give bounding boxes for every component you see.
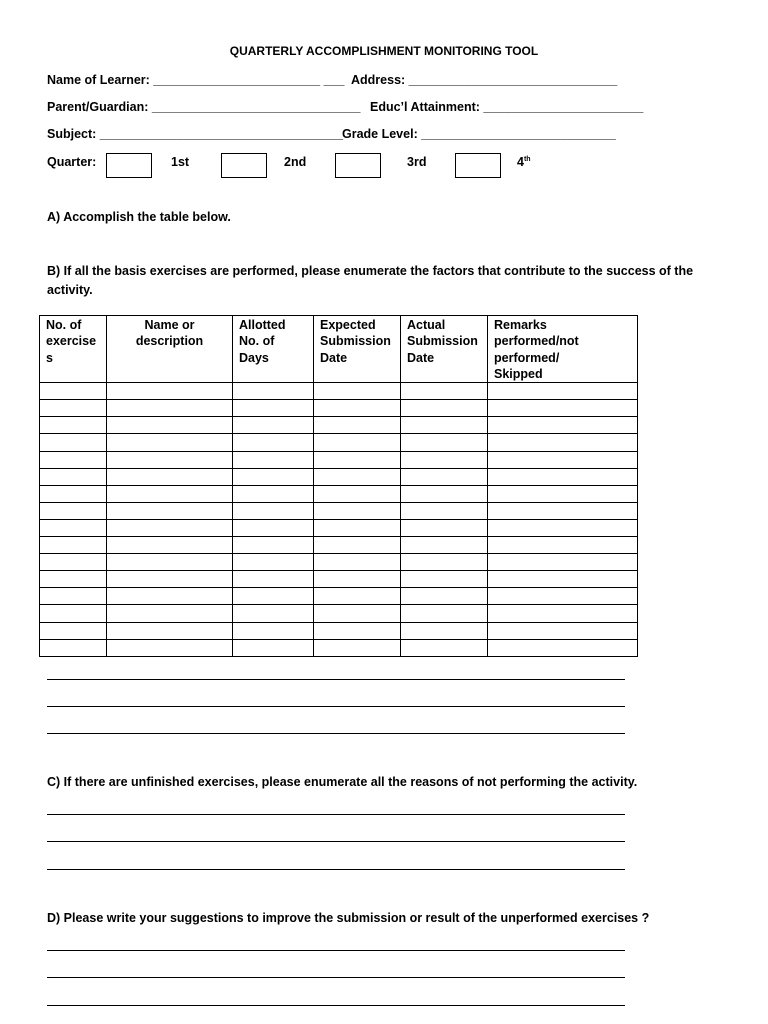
table-cell[interactable]	[401, 468, 488, 485]
grade-level-field[interactable]: Grade Level: ____________________________	[342, 127, 616, 141]
table-cell[interactable]	[488, 537, 638, 554]
table-cell[interactable]	[314, 537, 401, 554]
section-b-instruction-line1: B) If all the basis exercises are performed, please enumerate the factors that contribute to the success of the	[47, 264, 694, 278]
table-cell[interactable]	[314, 605, 401, 622]
table-row	[40, 485, 638, 502]
table-cell[interactable]	[107, 502, 233, 519]
table-cell[interactable]	[401, 554, 488, 571]
table-cell[interactable]	[40, 451, 107, 468]
table-cell[interactable]	[233, 400, 314, 417]
table-cell[interactable]	[40, 468, 107, 485]
table-cell[interactable]	[314, 400, 401, 417]
table-cell[interactable]	[40, 400, 107, 417]
table-cell[interactable]	[233, 519, 314, 536]
table-row	[40, 639, 638, 656]
table-row	[40, 519, 638, 536]
table-cell[interactable]	[401, 502, 488, 519]
quarter-4-checkbox[interactable]	[455, 153, 501, 178]
subject-field[interactable]: Subject: ___________________________________	[47, 127, 344, 141]
table-cell[interactable]	[314, 622, 401, 639]
answer-line-b3[interactable]	[47, 733, 625, 734]
quarter-2-checkbox[interactable]	[221, 153, 267, 178]
table-cell[interactable]	[107, 588, 233, 605]
table-cell[interactable]	[488, 639, 638, 656]
table-cell[interactable]	[488, 571, 638, 588]
header-expected-submission-date: Expected Submission Date	[314, 316, 401, 383]
table-cell[interactable]	[40, 383, 107, 400]
table-cell[interactable]	[401, 588, 488, 605]
table-cell[interactable]	[233, 468, 314, 485]
table-row	[40, 434, 638, 451]
table-row	[40, 605, 638, 622]
table-cell[interactable]	[40, 588, 107, 605]
table-row	[40, 622, 638, 639]
table-cell[interactable]	[233, 588, 314, 605]
header-allotted-days: Allotted No. of Days	[233, 316, 314, 383]
name-of-learner-field[interactable]: Name of Learner: ________________________ ___	[47, 73, 345, 87]
table-cell[interactable]	[314, 588, 401, 605]
table-cell[interactable]	[401, 519, 488, 536]
educ-attainment-field[interactable]: Educ’l Attainment: _______________________	[370, 100, 644, 114]
table-cell[interactable]	[488, 502, 638, 519]
table-cell[interactable]	[233, 605, 314, 622]
header-name-or-description: Name or description	[107, 316, 233, 383]
table-cell[interactable]	[233, 622, 314, 639]
table-cell[interactable]	[488, 451, 638, 468]
answer-line-c2[interactable]	[47, 841, 625, 842]
table-row	[40, 400, 638, 417]
table-row	[40, 468, 638, 485]
section-a-instruction: A) Accomplish the table below.	[47, 210, 231, 224]
table-cell[interactable]	[233, 383, 314, 400]
quarter-2-label: 2nd	[284, 155, 307, 169]
table-cell[interactable]	[107, 417, 233, 434]
table-cell[interactable]	[314, 417, 401, 434]
answer-line-b2[interactable]	[47, 706, 625, 707]
header-no-of-exercises: No. of exercise s	[40, 316, 107, 383]
table-cell[interactable]	[107, 605, 233, 622]
table-cell[interactable]	[488, 417, 638, 434]
header-remarks: Remarks performed/not performed/ Skipped	[488, 316, 638, 383]
table-cell[interactable]	[40, 554, 107, 571]
table-cell[interactable]	[314, 639, 401, 656]
table-cell[interactable]	[107, 400, 233, 417]
quarter-4-label: 4th	[517, 155, 531, 169]
table-cell[interactable]	[314, 468, 401, 485]
table-cell[interactable]	[314, 434, 401, 451]
quarter-1-label: 1st	[171, 155, 190, 169]
table-row	[40, 451, 638, 468]
table-cell[interactable]	[488, 554, 638, 571]
table-cell[interactable]	[233, 434, 314, 451]
table-row	[40, 502, 638, 519]
table-cell[interactable]	[107, 451, 233, 468]
table-cell[interactable]	[40, 519, 107, 536]
table-cell[interactable]	[401, 571, 488, 588]
quarter-1-checkbox[interactable]	[106, 153, 152, 178]
quarter-label: Quarter:	[47, 155, 97, 169]
table-cell[interactable]	[107, 468, 233, 485]
exercise-table	[39, 315, 638, 657]
table-cell[interactable]	[488, 519, 638, 536]
table-cell[interactable]	[107, 622, 233, 639]
table-cell[interactable]	[314, 485, 401, 502]
table-cell[interactable]	[233, 571, 314, 588]
table-cell[interactable]	[40, 434, 107, 451]
table-cell[interactable]	[233, 485, 314, 502]
table-cell[interactable]	[107, 383, 233, 400]
header-actual-submission-date: Actual Submission Date	[401, 316, 488, 383]
page-title: QUARTERLY ACCOMPLISHMENT MONITORING TOOL	[229, 44, 539, 58]
table-cell[interactable]	[233, 417, 314, 434]
table-row	[40, 417, 638, 434]
table-cell[interactable]	[488, 485, 638, 502]
table-cell[interactable]	[107, 434, 233, 451]
table-cell[interactable]	[488, 468, 638, 485]
table-cell[interactable]	[314, 571, 401, 588]
quarter-3-label: 3rd	[407, 155, 427, 169]
answer-line-d3[interactable]	[47, 1005, 625, 1006]
table-cell[interactable]	[233, 451, 314, 468]
answer-line-d2[interactable]	[47, 977, 625, 978]
table-cell[interactable]	[401, 383, 488, 400]
table-cell[interactable]	[314, 554, 401, 571]
table-row	[40, 571, 638, 588]
quarter-3-checkbox[interactable]	[335, 153, 381, 178]
table-cell[interactable]	[107, 519, 233, 536]
table-cell[interactable]	[107, 537, 233, 554]
table-cell[interactable]	[401, 417, 488, 434]
table-cell[interactable]	[401, 639, 488, 656]
table-cell[interactable]	[40, 639, 107, 656]
table-cell[interactable]	[107, 554, 233, 571]
table-cell[interactable]	[488, 622, 638, 639]
table-cell[interactable]	[107, 639, 233, 656]
table-cell[interactable]	[314, 383, 401, 400]
table-cell[interactable]	[401, 605, 488, 622]
table-cell[interactable]	[40, 605, 107, 622]
table-cell[interactable]	[314, 451, 401, 468]
table-cell[interactable]	[488, 400, 638, 417]
table-cell[interactable]	[488, 605, 638, 622]
table-cell[interactable]	[401, 434, 488, 451]
table-cell[interactable]	[40, 622, 107, 639]
section-b-instruction-line2: activity.	[47, 283, 93, 297]
table-cell[interactable]	[233, 502, 314, 519]
table-row	[40, 537, 638, 554]
table-row	[40, 383, 638, 400]
answer-line-c1[interactable]	[47, 814, 625, 815]
table-cell[interactable]	[488, 383, 638, 400]
table-body	[40, 383, 638, 657]
answer-line-b1[interactable]	[47, 679, 625, 680]
table-row	[40, 554, 638, 571]
table-cell[interactable]	[401, 451, 488, 468]
table-row	[40, 588, 638, 605]
table-cell[interactable]	[107, 571, 233, 588]
table-cell[interactable]	[401, 622, 488, 639]
table-cell[interactable]	[233, 537, 314, 554]
table-cell[interactable]	[233, 554, 314, 571]
table-header-row	[40, 316, 638, 383]
table-cell[interactable]	[401, 485, 488, 502]
answer-line-d1[interactable]	[47, 950, 625, 951]
table-cell[interactable]	[401, 537, 488, 554]
table-cell[interactable]	[40, 502, 107, 519]
table-cell[interactable]	[40, 537, 107, 554]
parent-guardian-field[interactable]: Parent/Guardian: ______________________________	[47, 100, 361, 114]
section-d-instruction: D) Please write your suggestions to improve the submission or result of the unperformed exercises ?	[47, 911, 650, 925]
table-cell[interactable]	[40, 485, 107, 502]
address-field[interactable]: Address: ______________________________	[351, 73, 618, 87]
table-cell[interactable]	[107, 485, 233, 502]
table-cell[interactable]	[314, 502, 401, 519]
answer-line-c3[interactable]	[47, 869, 625, 870]
table-cell[interactable]	[40, 571, 107, 588]
table-cell[interactable]	[314, 519, 401, 536]
table-cell[interactable]	[40, 417, 107, 434]
table-cell[interactable]	[401, 400, 488, 417]
section-c-instruction: C) If there are unfinished exercises, please enumerate all the reasons of not performing the activity.	[47, 775, 638, 789]
table-cell[interactable]	[488, 588, 638, 605]
table-cell[interactable]	[233, 639, 314, 656]
table-cell[interactable]	[488, 434, 638, 451]
